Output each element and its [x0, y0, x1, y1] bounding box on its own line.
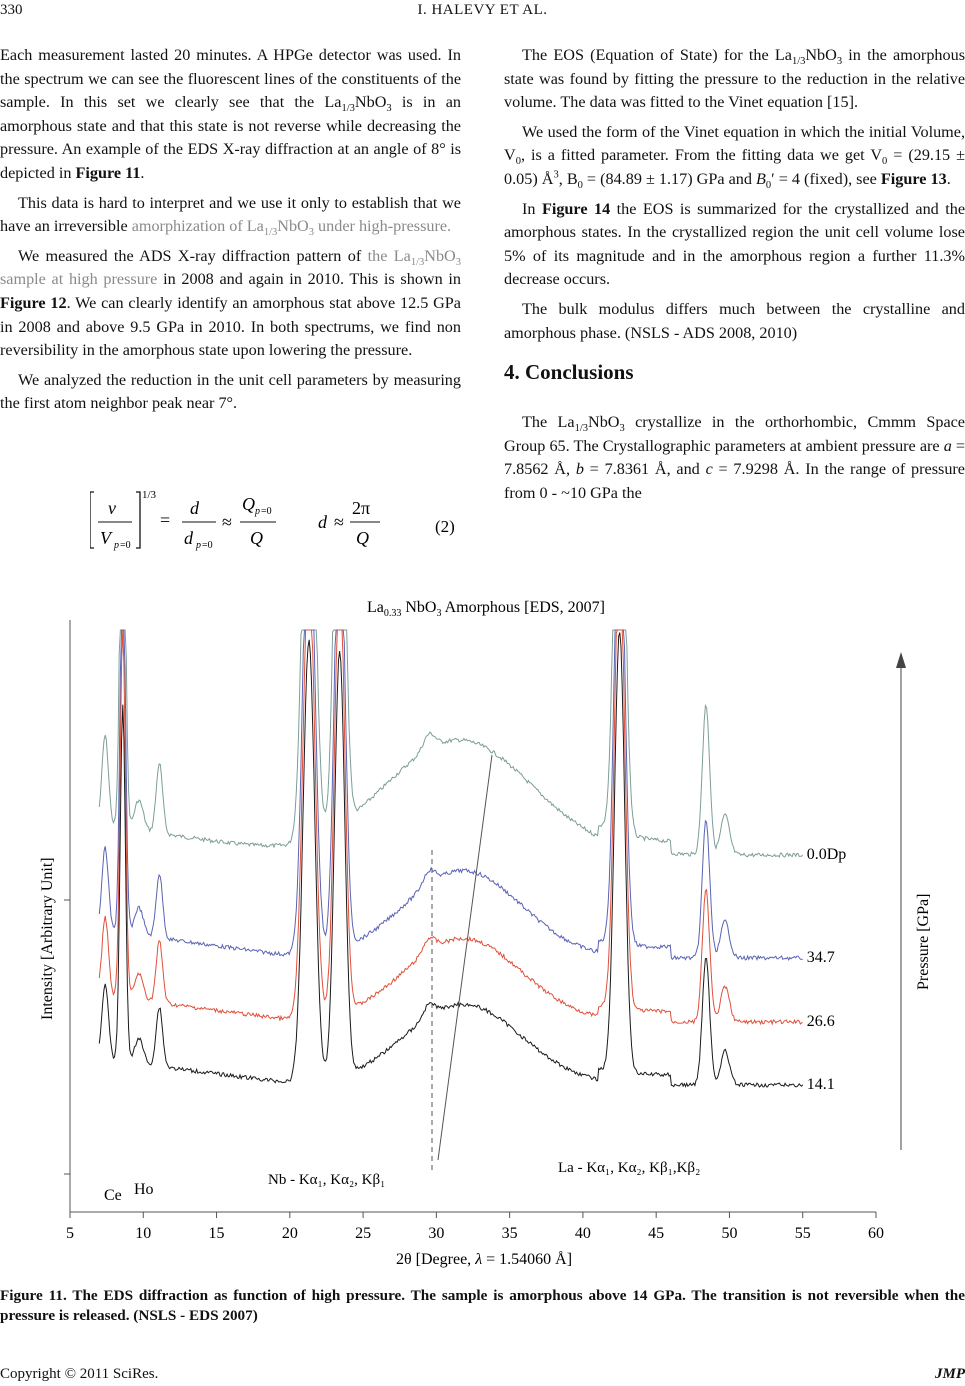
- svg-text:d: d: [184, 528, 193, 548]
- svg-text:=0: =0: [120, 540, 131, 551]
- paragraph: Each measurement lasted 20 minutes. A HPGe detector was used. In the spectrum we can see the fluorescent lines of the constituents of the sample. In this set we clearly see that the $La_{1/3}NbO_3$ is in an amorphous state and that this state is not reverse while decreasing the pressure. An example of the EDS X-ray diffraction at an angle of 8° is depicted in Figure 11.: [0, 46, 462, 182]
- figure-ref[interactable]: Figure 12: [0, 293, 67, 312]
- paragraph: The bulk modulus differs much between the crystalline and amorphous phase. (NSLS - ADS 2008, 2010): [504, 299, 965, 342]
- peak-shift-line: [438, 755, 492, 1160]
- section-heading: 4. Conclusions: [504, 360, 634, 385]
- right-column: [504, 44, 965, 512]
- x-tick-label: 60: [868, 1225, 884, 1242]
- svg-text:Q: Q: [356, 528, 369, 548]
- svg-text:d: d: [190, 498, 199, 518]
- spectra-curves: [99, 630, 846, 1093]
- x-tick-label: 50: [721, 1225, 738, 1242]
- journal-abbrev: JMP: [935, 1366, 965, 1382]
- copyright: Copyright © 2011 SciRes.: [0, 1366, 159, 1382]
- svg-text:2π: 2π: [352, 498, 371, 518]
- figure-ref[interactable]: Figure 14: [541, 199, 611, 218]
- x-axis-label: 2θ [Degree, λ = 1.54060 Å]: [396, 1251, 573, 1268]
- series-label: 34.7: [806, 949, 835, 966]
- svg-text:v: v: [108, 498, 116, 518]
- series-line-1: [99, 630, 802, 960]
- series-line-3: [99, 633, 802, 1088]
- svg-text:=0: =0: [261, 506, 272, 517]
- series-line-0: [99, 630, 802, 857]
- left-column: [0, 44, 461, 422]
- svg-text:≈: ≈: [222, 512, 232, 532]
- series-label: 0.0Dp: [806, 846, 847, 863]
- series-line-2: [99, 630, 802, 1024]
- x-tick-label: 30: [428, 1225, 445, 1242]
- equation-number: (2): [435, 517, 455, 536]
- annotation-ho: Ho: [134, 1181, 154, 1198]
- svg-text:≈: ≈: [334, 512, 344, 532]
- x-tick-label: 55: [794, 1225, 811, 1242]
- paragraph: The $La_{1/3}NbO_3$ crystallize in the orthorhombic, Cmmm Space Group 65. The Crystallographic parameters at ambient pressure are a = 7.8562 Å, b = 7.8361 Å, and c = 7.9298 Å. In the range of pressure from 0 - ~10 GPa the: [504, 413, 965, 502]
- svg-text:p: p: [114, 540, 119, 551]
- x-tick-label: 45: [648, 1225, 665, 1242]
- x-tick-label: 20: [281, 1225, 298, 1242]
- svg-text:p: p: [196, 540, 201, 551]
- chart-title: $La_{0.33}$ NbO$_3$ Amorphous [EDS, 2007]: [366, 599, 606, 619]
- page-header: [0, 2, 965, 24]
- svg-text:1/3: 1/3: [142, 489, 157, 501]
- x-tick-label: 40: [574, 1225, 591, 1242]
- page-footer: [0, 1366, 965, 1383]
- annotation-nb: Nb - Kα₁, Kα₂, Kβ₁: [268, 1172, 386, 1188]
- paragraph: We analyzed the reduction in the unit cell parameters by measuring the first atom neighbor peak near 7°.: [0, 370, 461, 413]
- paragraph: This data is hard to interpret and we use it only to establish that we have an irreversible amorphization of $La_{1/3}NbO_3$ under high-pressure.: [0, 193, 461, 239]
- page-number: 330: [0, 2, 23, 18]
- svg-text:d: d: [318, 512, 327, 532]
- running-title: I. HALEVY ET AL.: [417, 2, 548, 18]
- annotation-la: La - Kα₁, Kα₂, Kβ₁,Kβ₂: [558, 1160, 701, 1176]
- paragraph: We measured the ADS X-ray diffraction pattern of the $La_{1/3}NbO_3$ sample at high pressure in 2008 and again in 2010. This is shown in Figure 12. We can clearly identify an amorphous stat above 12.5 GPa in 2008 and above 9.5 GPa in 2010. In both spectrums, we find non reversibility in the amorphous state upon lowering the pressure.: [0, 246, 461, 360]
- svg-text:=: =: [160, 510, 171, 530]
- figure-ref[interactable]: Figure 11: [75, 163, 141, 182]
- figure-ref[interactable]: Figure 13: [880, 169, 947, 188]
- series-label: 26.6: [806, 1013, 835, 1030]
- svg-text:Q: Q: [250, 528, 263, 548]
- paragraph: We used the form of the Vinet equation in which the initial Volume, $V_0$, is a fitted parameter. From the fitting data we get $V_0 = (29.15 \pm 0.05)$ $Å^3$, $B_0 = (84.89 \pm 1.17)$ GPa and $B_0' = 4$ (fixed), see Figure 13.: [504, 122, 965, 192]
- svg-text:p: p: [255, 506, 260, 517]
- x-tick-label: 10: [135, 1225, 152, 1242]
- figure-caption: Figure 11. The EDS diffraction as function of high pressure. The sample is amorphous above 14 GPa. The transition is not reversible when the pressure is released. (NSLS - EDS 2007): [0, 1287, 965, 1324]
- annotation-ce: Ce: [104, 1187, 122, 1204]
- pressure-axis-label: Pressure [GPa]: [915, 893, 932, 990]
- arrow-head-icon: [896, 652, 906, 668]
- x-tick-label: 35: [501, 1225, 518, 1242]
- paragraph: The EOS (Equation of State) for the $La_{1/3}NbO_3$ in the amorphous state was found by fitting the pressure to the reduction in the relative volume. The data was fitted to the Vinet equation [15].: [504, 46, 965, 112]
- series-label: 14.1: [806, 1076, 835, 1093]
- y-axis-label: Intensity [Arbitrary Unit]: [39, 857, 56, 1020]
- x-tick-label: 25: [355, 1225, 372, 1242]
- equation-2: [90, 486, 461, 556]
- svg-text:=0: =0: [202, 540, 213, 551]
- x-tick-label: 15: [208, 1225, 225, 1242]
- x-tick-label: 5: [66, 1225, 74, 1242]
- figure-11-chart: [30, 590, 936, 1270]
- paragraph: In Figure 14 the EOS is summarized for the crystallized and the amorphous states. In the crystallized region the unit cell volume lose 5% of its magnitude and in the amorphous region a further 11.3% decrease occurs.: [504, 199, 965, 289]
- svg-text:Q: Q: [242, 494, 255, 514]
- x-axis-ticks: [66, 1212, 884, 1242]
- svg-text:V: V: [100, 528, 111, 548]
